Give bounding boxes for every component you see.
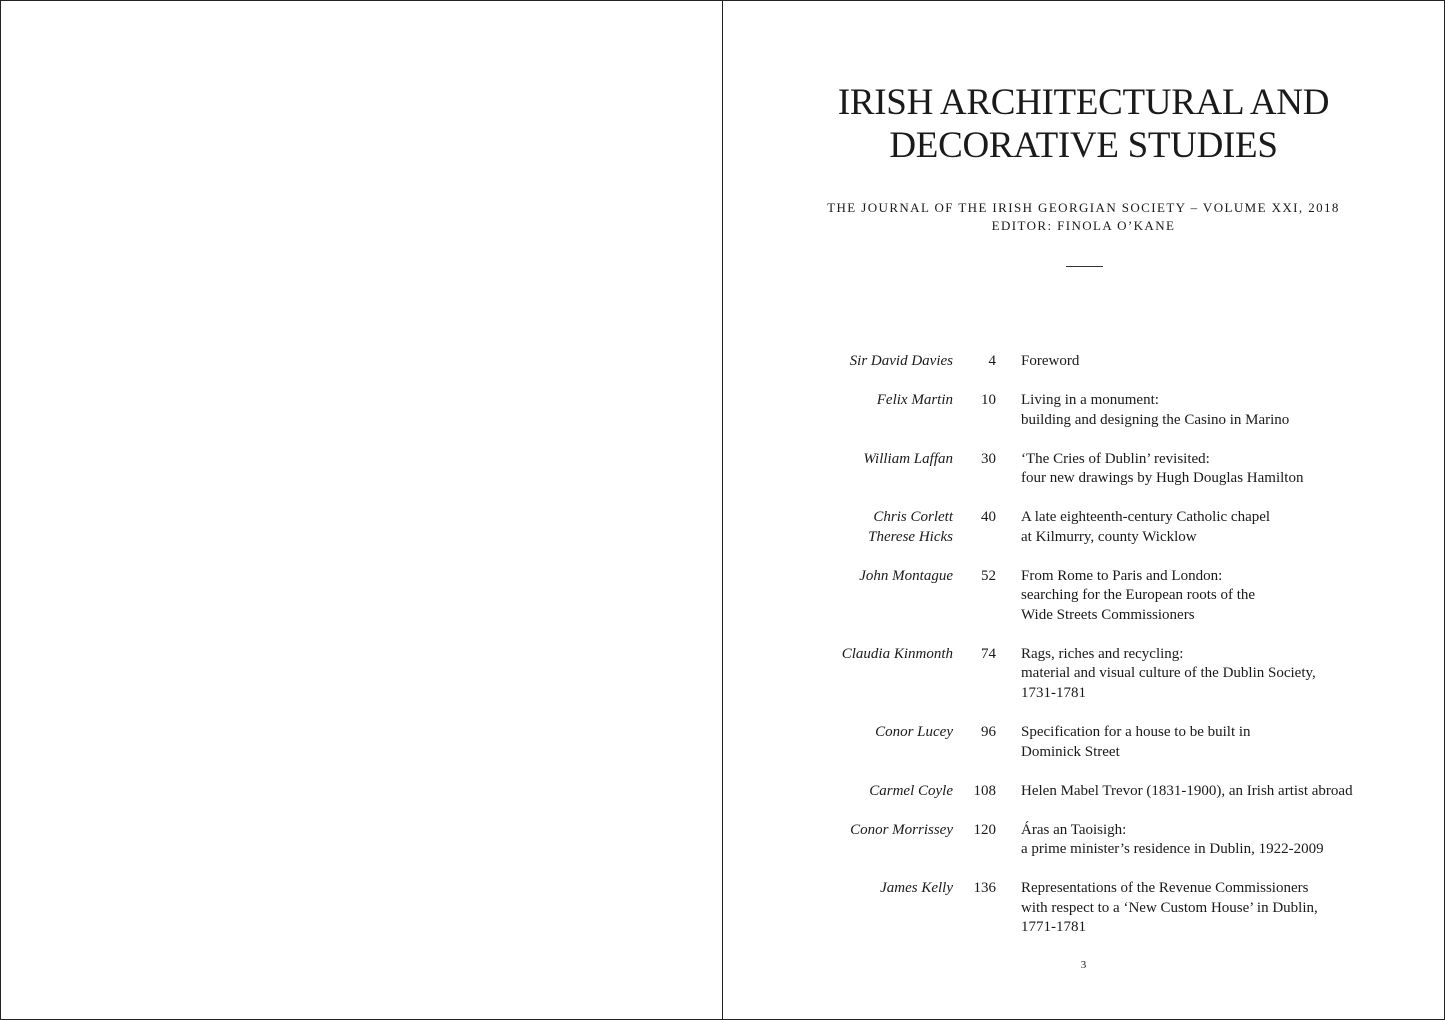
author-name: Claudia Kinmonth [841,645,953,662]
toc-author [723,567,953,587]
title-line: 1771-1781 [1021,919,1086,936]
toc-title [1021,821,1421,860]
title-line: Foreword [1021,353,1080,369]
toc-page-number: 120 [973,821,996,838]
title-line: Rags, riches and recycling: [1021,645,1184,662]
title-line: Helen Mabel Trevor (1831-1900), an Irish artist abroad [1021,782,1353,799]
toc-entry[interactable] [723,508,1444,547]
left-page-blank [1,1,722,1019]
toc-entry[interactable] [723,391,1444,430]
toc-page-number: 4 [988,353,996,369]
subtitle-line: THE JOURNAL OF THE IRISH GEORGIAN SOCIETY – VOLUME XXI, 2018 [827,200,1340,215]
toc-title [1021,352,1421,372]
toc-page-number: 74 [981,645,996,662]
toc-title [1021,723,1421,762]
toc-entry[interactable] [723,450,1444,489]
toc-page-number: 96 [981,724,996,741]
author-name: Sir David Davies [849,353,953,369]
title-line: Áras an Taoisigh: [1021,821,1127,838]
title-line: searching for the European roots of the [1021,587,1256,604]
title-line: Living in a monument: [1021,391,1159,408]
toc-page-number: 136 [973,880,996,897]
author-name: Therese Hicks [868,528,953,545]
toc-title [1021,645,1421,704]
title-line: From Rome to Paris and London: [1021,567,1223,584]
journal-subtitle [723,199,1444,235]
title-line: IRISH ARCHITECTURAL AND [837,82,1330,123]
toc-entry[interactable] [723,567,1444,626]
title-line: Wide Streets Commissioners [1021,606,1195,623]
editor-line: EDITOR: FINOLA O’KANE [991,218,1176,233]
toc-title [1021,450,1421,489]
title-line: Dominick Street [1021,743,1120,760]
toc-author [723,352,953,372]
toc-author [723,450,953,470]
title-line: with respect to a ‘New Custom House’ in Dublin, [1021,899,1318,916]
toc-author [723,508,953,547]
toc-entry[interactable] [723,821,1444,860]
title-line: 1731-1781 [1021,685,1086,702]
author-name: James Kelly [880,880,953,897]
toc-title [1021,391,1421,430]
toc-author [723,879,953,899]
title-line: material and visual culture of the Dublin Society, [1021,665,1316,682]
title-line: DECORATIVE STUDIES [889,125,1278,166]
toc-title [1021,879,1421,938]
toc-author [723,391,953,411]
author-name: Carmel Coyle [869,782,953,799]
title-line: four new drawings by Hugh Douglas Hamilton [1021,470,1304,487]
journal-title [723,81,1444,167]
toc-author [723,723,953,743]
toc-title [1021,567,1421,626]
toc-entry[interactable] [723,645,1444,704]
author-name: John Montague [859,567,953,584]
title-line: building and designing the Casino in Marino [1021,411,1290,428]
author-name: William Laffan [863,450,953,467]
toc-entry[interactable] [723,723,1444,762]
toc-author [723,645,953,665]
table-of-contents [723,352,1444,957]
title-line: Specification for a house to be built in [1021,724,1251,741]
author-name: Conor Lucey [875,724,953,741]
toc-entry[interactable] [723,879,1444,938]
toc-entry[interactable] [723,352,1444,372]
right-page [723,1,1444,1019]
toc-page-number: 30 [981,450,996,467]
author-name: Conor Morrissey [850,821,953,838]
author-name: Felix Martin [876,391,953,408]
author-name: Chris Corlett [873,509,953,526]
title-line: A late eighteenth-century Catholic chapel [1021,509,1271,526]
toc-page-number: 52 [981,567,996,584]
toc-author [723,782,953,802]
toc-author [723,821,953,841]
divider-rule [1066,266,1103,267]
title-line: Representations of the Revenue Commissioners [1021,880,1309,897]
title-line: a prime minister’s residence in Dublin, 1922-2009 [1021,841,1324,858]
toc-page-number: 40 [981,509,996,526]
toc-page-number: 108 [973,782,996,799]
title-line: ‘The Cries of Dublin’ revisited: [1021,450,1210,467]
toc-entry[interactable] [723,782,1444,802]
toc-title [1021,508,1421,547]
toc-page-number: 10 [981,391,996,408]
title-line: at Kilmurry, county Wicklow [1021,528,1197,545]
page-number: 3 [1080,959,1087,971]
toc-title [1021,782,1421,802]
